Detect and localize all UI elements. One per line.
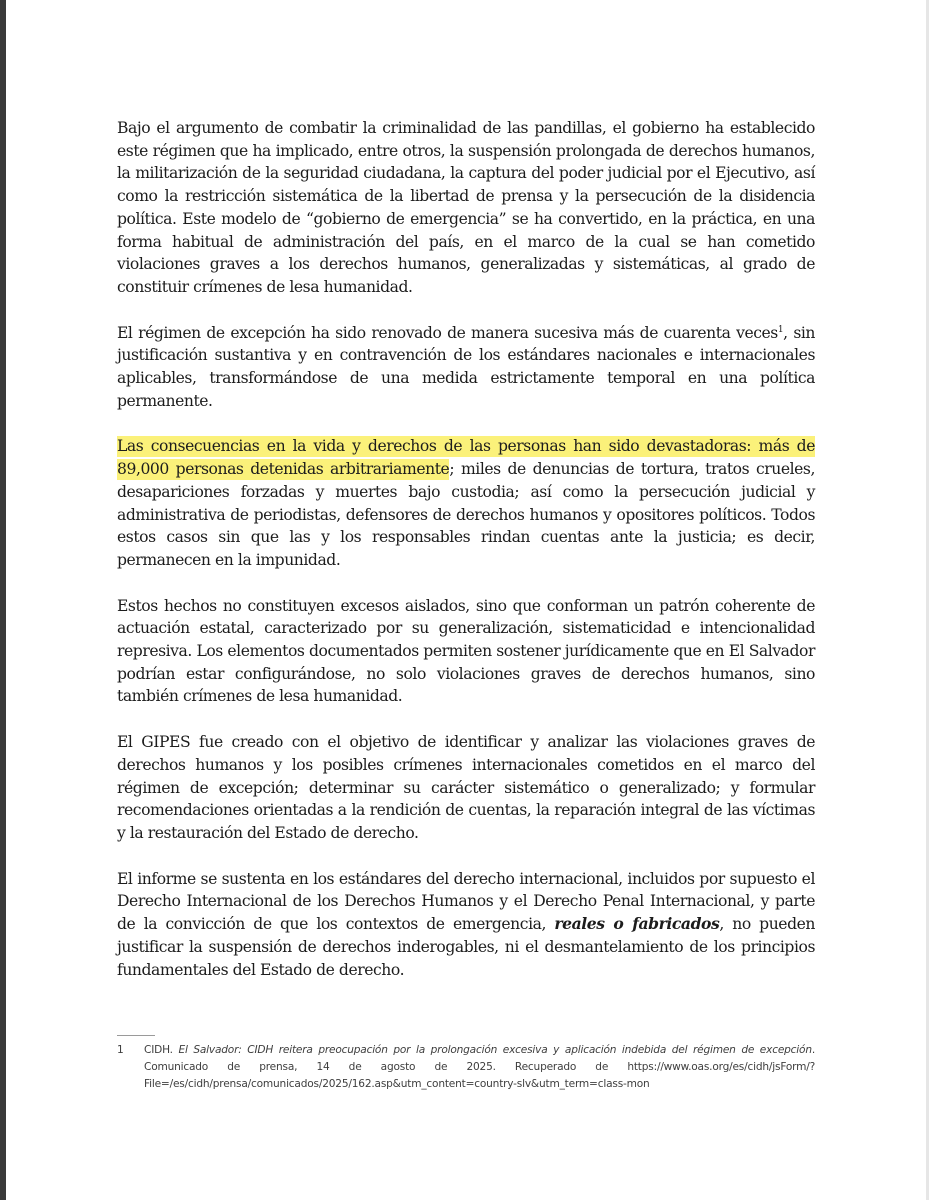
paragraph-2 [117,322,815,413]
paragraph-2-text-end: , sin justificación sustantiva y en contravención de los estándares nacionales e internacionales aplicables, transformándose de una medida estrictamente temporal en una política permanente. [117,323,815,410]
paragraph-2-text-start: El régimen de excepción ha sido renovado de manera sucesiva más de cuarenta veces [117,323,778,342]
highlighted-text: Las consecuencias en la vida y derechos de las personas han sido devastadoras: más de 89,000 personas detenidas arbitrariamente [117,437,815,479]
paragraph-6-text-start: El informe se sustenta en los estándares del derecho internacional, incluidos por supuesto el Derecho Internacional de los Derechos Humanos y el Derecho Penal Internacional, y parte de la convicción de que los contextos de emergencia, [117,869,815,934]
paragraph-5: El GIPES fue creado con el objetivo de identificar y analizar las violaciones graves de derechos humanos y los posibles crímenes internacionales cometidos en el marco del régimen de excepción; determinar su carácter sistemático o generalizado; y formular recomendaciones orientadas a la rendición de cuentas, la reparación integral de las víctimas y la restauración del Estado de derecho. [117,733,815,842]
paragraph-4: Estos hechos no constituyen excesos aislados, sino que conforman un patrón coherente de actuación estatal, caracterizado por su generalización, sistematicidad e intencionalidad represiva. Los elementos documentados permiten sostener jurídicamente que en El Salvador podrían estar configurándose, no solo violaciones graves de derechos humanos, sino también crímenes de lesa humanidad. [117,596,815,706]
footnote-divider [117,1035,155,1036]
footnote-text [135,1042,815,1093]
footnote-title: El Salvador: CIDH reitera preocupación por la prolongación excesiva y aplicación indebida del régimen de excepción [178,1044,812,1056]
footnote-details: . Comunicado de prensa, 14 de agosto de 2025. Recuperado de [144,1044,815,1073]
emphasized-text: reales o fabricados [554,914,720,934]
footnote-1 [117,1042,815,1093]
paragraph-6 [117,868,815,982]
document-body [117,117,815,1004]
footnote-url-link[interactable]: https://www.oas.org/es/cidh/jsForm/?File=/es/cidh/prensa/comunicados/2025/162.asp&utm_content=country-slv&utm_term=class-mon [144,1061,815,1090]
footnote-reference-1[interactable]: 1 [777,324,784,335]
paragraph-1: Bajo el argumento de combatir la criminalidad de las pandillas, el gobierno ha establecido este régimen que ha implicado, entre otros, la suspensión prolongada de derechos humanos, la militarización de la seguridad ciudadana, la captura del poder judicial por el Ejecutivo, así como la restricción sistemática de la libertad de prensa y la persecución de la disidencia política. Este modelo de “gobierno de emergencia” se ha convertido, en la práctica, en una forma habitual de administración del país, en el marco de la cual se han cometido violaciones graves a los derechos humanos, generalizadas y sistemáticas, al grado de constituir crímenes de lesa humanidad. [117,119,815,296]
paragraph-6-text-end: , no pueden justificar la suspensión de derechos inderogables, ni el desmantelamiento de los principios fundamentales del Estado de derecho. [117,915,815,979]
paragraph-3-text-rest: ; miles de denuncias de tortura, tratos crueles, desapariciones forzadas y muertes bajo custodia; así como la persecución judicial y administrativa de periodistas, defensores de derechos humanos y opositores políticos. Todos estos casos sin que las y los responsables rindan cuentas ante la justicia; es decir, permanecen en la impunidad. [117,460,815,569]
paragraph-3 [117,435,815,571]
page-left-edge [0,0,6,1200]
footnote-source: CIDH. [144,1044,179,1056]
footnote-number: 1 [117,1044,124,1056]
